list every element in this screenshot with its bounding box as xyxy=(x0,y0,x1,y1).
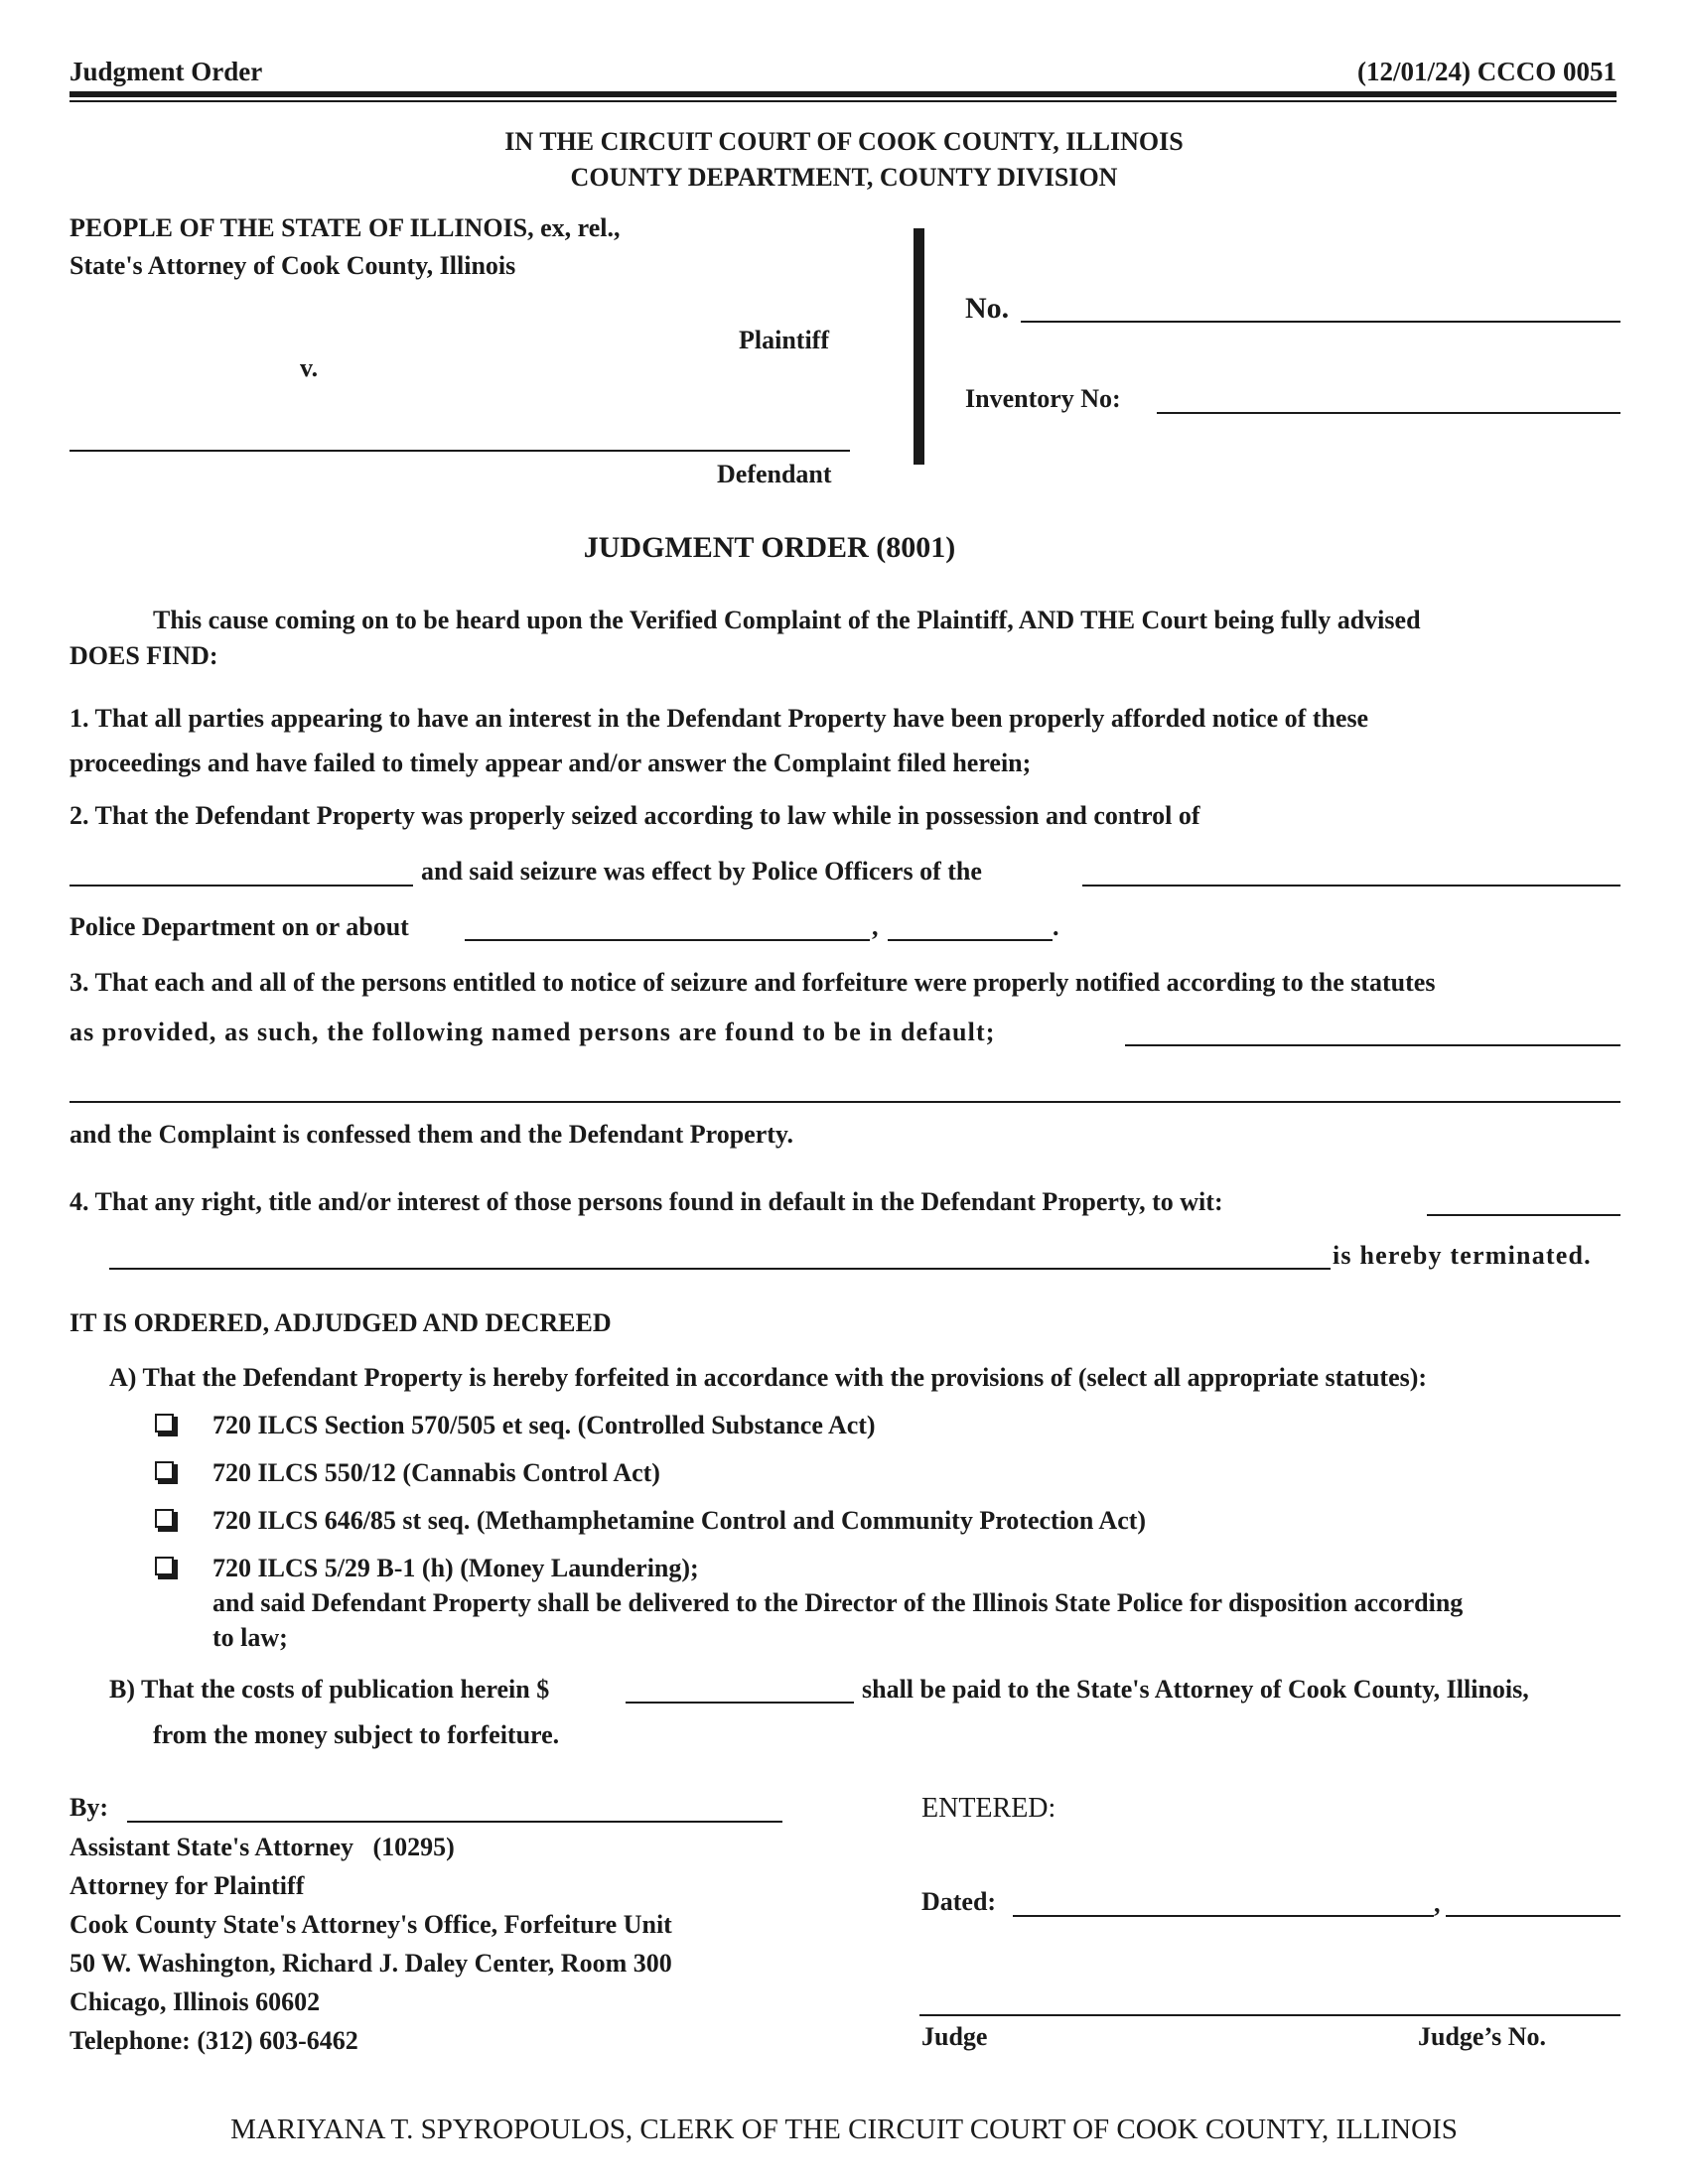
ordered-a-text: A) That the Defendant Property is hereby forfeited in accordance with the provisions of (select all appropriate statutes): xyxy=(109,1363,1428,1392)
attorney-line-3: Cook County State's Attorney's Office, Forfeiture Unit xyxy=(70,1910,672,1939)
by-label: By: xyxy=(70,1793,108,1822)
finding-2-mid: and said seizure was effect by Police Officers of the xyxy=(421,857,982,886)
attorney-line-6: Telephone: (312) 603-6462 xyxy=(70,2026,358,2055)
statute-checkbox-2[interactable] xyxy=(155,1461,174,1480)
property-description-field-1[interactable] xyxy=(1427,1214,1620,1216)
form-code: (12/01/24) CCCO 0051 xyxy=(1357,57,1617,86)
finding-1-line-1: 1. That all parties appearing to have an interest in the Defendant Property have been properly afforded notice of these xyxy=(70,704,1369,733)
judge-signature-field[interactable] xyxy=(919,2014,1620,2016)
property-description-field-2[interactable] xyxy=(109,1268,1331,1270)
finding-2-line-3: Police Department on or about xyxy=(70,912,409,941)
statute-label-2: 720 ILCS 550/12 (Cannabis Control Act) xyxy=(212,1458,660,1487)
versus-label: v. xyxy=(300,353,319,382)
case-no-field[interactable] xyxy=(1021,321,1620,323)
caption-divider xyxy=(914,228,924,465)
defaulted-persons-field-2[interactable] xyxy=(70,1101,1620,1103)
publication-cost-field[interactable] xyxy=(626,1702,854,1704)
statute-checkbox-1[interactable] xyxy=(155,1414,174,1433)
header-rule-thick xyxy=(70,91,1617,97)
defendant-name-field[interactable] xyxy=(70,450,850,452)
finding-4-end: is hereby terminated. xyxy=(1333,1241,1592,1270)
form-title: Judgment Order xyxy=(70,57,263,86)
seizure-year-field[interactable] xyxy=(888,939,1053,941)
court-line-2: COUNTY DEPARTMENT, COUNTY DIVISION xyxy=(570,163,1118,192)
finding-3-line-2: as provided, as such, the following named persons are found to be in default; xyxy=(70,1018,996,1046)
dated-year-field[interactable] xyxy=(1446,1915,1620,1917)
inventory-no-label: Inventory No: xyxy=(965,384,1121,413)
ordered-b-text-3: from the money subject to forfeiture. xyxy=(153,1720,560,1749)
people-line-1: PEOPLE OF THE STATE OF ILLINOIS, ex, rel., xyxy=(70,213,621,242)
intro-line-2: DOES FIND: xyxy=(70,641,218,670)
court-line-1: IN THE CIRCUIT COURT OF COOK COUNTY, ILLINOIS xyxy=(504,127,1184,156)
finding-4-line-1: 4. That any right, title and/or interest of those persons found in default in the Defendant Property, to wit: xyxy=(70,1187,1223,1216)
inventory-no-field[interactable] xyxy=(1157,412,1620,414)
delivery-line-2: to law; xyxy=(212,1623,288,1652)
attorney-line-1: Assistant State's Attorney (10295) xyxy=(70,1833,455,1861)
defaulted-persons-field-1[interactable] xyxy=(1125,1044,1620,1046)
seizure-date-field[interactable] xyxy=(465,939,870,941)
ordered-b-text-2: shall be paid to the State's Attorney of Cook County, Illinois, xyxy=(862,1675,1529,1704)
attorney-signature-field[interactable] xyxy=(127,1821,782,1823)
plaintiff-label: Plaintiff xyxy=(739,326,829,354)
police-agency-field[interactable] xyxy=(1082,885,1620,887)
dated-label: Dated: xyxy=(921,1887,997,1916)
dated-comma: , xyxy=(1434,1889,1441,1918)
statute-label-3: 720 ILCS 646/85 st seq. (Methamphetamine Control and Community Protection Act) xyxy=(212,1506,1147,1535)
delivery-line-1: and said Defendant Property shall be delivered to the Director of the Illinois State Police for disposition according xyxy=(212,1588,1464,1617)
seizure-date-comma: , xyxy=(872,912,879,941)
case-no-label: No. xyxy=(965,292,1010,325)
ordered-heading: IT IS ORDERED, ADJUDGED AND DECREED xyxy=(70,1308,612,1337)
ordered-b-text-1: B) That the costs of publication herein $ xyxy=(109,1675,550,1704)
seizure-date-period: . xyxy=(1053,912,1059,941)
clerk-footer: MARIYANA T. SPYROPOULOS, CLERK OF THE CIRCUIT COURT OF COOK COUNTY, ILLINOIS xyxy=(230,2114,1458,2145)
attorney-line-5: Chicago, Illinois 60602 xyxy=(70,1987,321,2016)
statute-checkbox-3[interactable] xyxy=(155,1509,174,1528)
finding-1-line-2: proceedings and have failed to timely appear and/or answer the Complaint filed herein; xyxy=(70,749,1032,777)
possessor-name-field[interactable] xyxy=(70,885,413,887)
finding-2-line-1: 2. That the Defendant Property was properly seized according to law while in possession and control of xyxy=(70,801,1200,830)
entered-label: ENTERED: xyxy=(921,1793,1056,1824)
judge-no-label: Judge’s No. xyxy=(1418,2022,1547,2051)
document-title: JUDGMENT ORDER (8001) xyxy=(583,531,956,564)
intro-line-1: This cause coming on to be heard upon the Verified Complaint of the Plaintiff, AND THE Court being fully advised xyxy=(153,606,1421,634)
dated-field[interactable] xyxy=(1013,1915,1434,1917)
statute-label-4: 720 ILCS 5/29 B-1 (h) (Money Laundering); xyxy=(212,1554,699,1582)
finding-3-line-1: 3. That each and all of the persons entitled to notice of seizure and forfeiture were properly notified according to the statutes xyxy=(70,968,1436,997)
defendant-label: Defendant xyxy=(717,460,832,488)
judge-label: Judge xyxy=(921,2022,988,2051)
finding-3-line-4: and the Complaint is confessed them and the Defendant Property. xyxy=(70,1120,793,1149)
people-line-2: State's Attorney of Cook County, Illinois xyxy=(70,251,516,280)
attorney-line-2: Attorney for Plaintiff xyxy=(70,1871,305,1900)
statute-label-1: 720 ILCS Section 570/505 et seq. (Controlled Substance Act) xyxy=(212,1411,876,1439)
header-rule-thin xyxy=(70,100,1617,102)
statute-checkbox-4[interactable] xyxy=(155,1557,174,1575)
attorney-line-4: 50 W. Washington, Richard J. Daley Center, Room 300 xyxy=(70,1949,672,1978)
